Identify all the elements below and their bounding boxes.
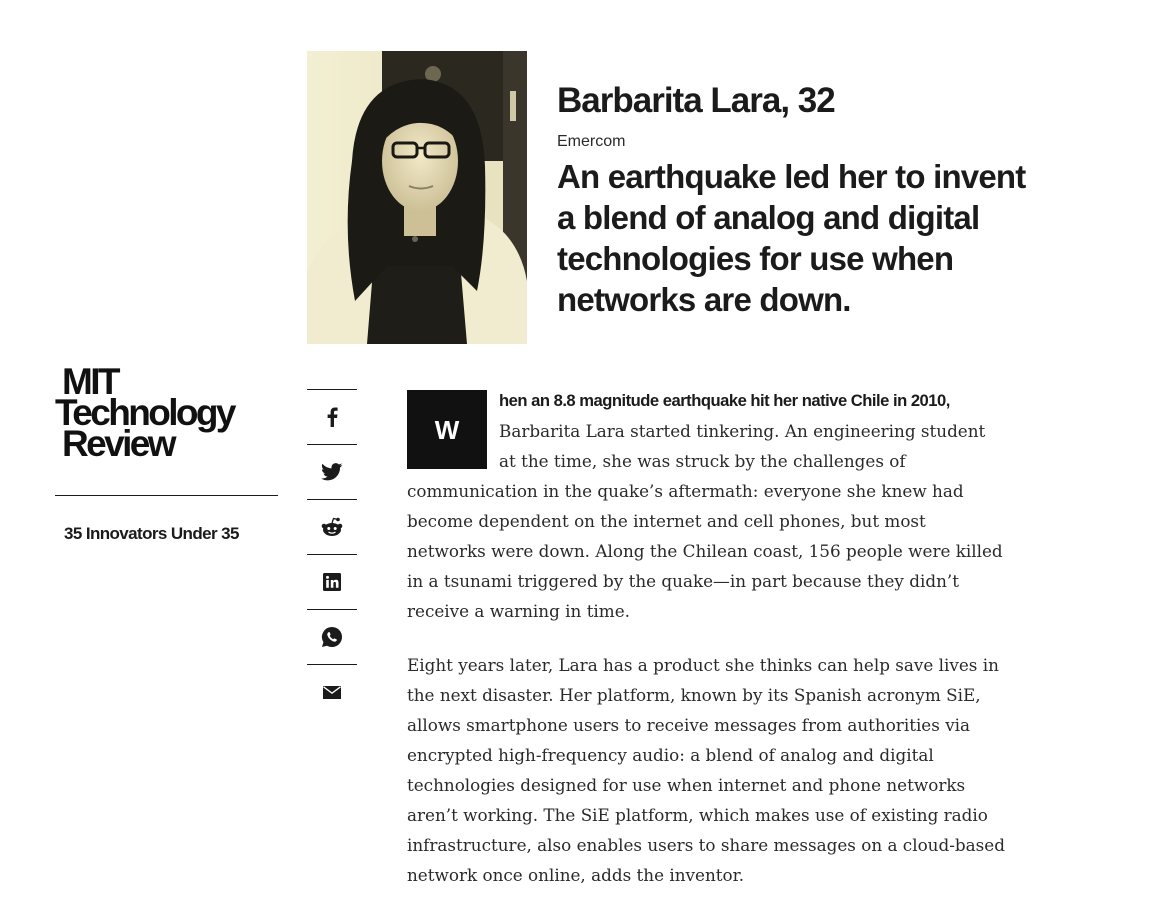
article-body [407, 385, 1007, 914]
share-whatsapp-button[interactable] [307, 609, 357, 664]
share-linkedin-button[interactable] [307, 554, 357, 609]
twitter-icon [321, 463, 343, 481]
facebook-icon [326, 407, 338, 427]
share-reddit-button[interactable] [307, 499, 357, 554]
share-email-button[interactable] [307, 664, 357, 719]
mit-technology-review-logo[interactable] [55, 361, 275, 464]
logo-line-review: Review [62, 423, 174, 464]
article-paragraph: Eight years later, Lara has a product she thinks can help save lives in the next disaster. Her platform, known by its Spanish acronym SiE, allows smartphone users to receive messages from authorities via encrypted high-frequency audio: a blend of analog and digital technologies designed for use when internet and phone networks aren’t working. The SiE platform, which makes use of existing radio infrastructure, also enables users to share messages on a cloud-based network once online, adds the inventor. [407, 655, 1005, 885]
lead-in-text: hen an 8.8 magnitude earthquake hit her native Chile in 2010, [499, 391, 950, 410]
divider [55, 495, 278, 496]
drop-cap: W [407, 390, 487, 469]
whatsapp-icon [321, 626, 343, 648]
share-bar [307, 389, 357, 719]
profile-photo [307, 51, 527, 344]
reddit-icon [321, 517, 343, 537]
share-facebook-button[interactable] [307, 389, 357, 444]
share-twitter-button[interactable] [307, 444, 357, 499]
paragraph-text: Barbarita Lara started tinkering. An engineering student at the time, she was struck by the challenges of communication in the quake’s aftermath: everyone she knew had become dependent on the internet and cell phones, but most networks were down. Along the Chilean coast, 156 people were killed in a tsunami triggered by the quake—in part because they didn’t receive a warning in time. [407, 421, 1003, 621]
logo-line-mit: MIT [62, 361, 118, 402]
logo-line-technology: Technology [55, 392, 234, 433]
profile-header [557, 80, 1027, 320]
article-headline: An earthquake led her to invent a blend of analog and digital technologies for use when networks are down. [557, 158, 1026, 318]
linkedin-icon [323, 573, 341, 591]
series-link[interactable]: 35 Innovators Under 35 [64, 524, 239, 543]
profile-name: Barbarita Lara, 32 [557, 81, 835, 120]
article-paragraph [407, 385, 1007, 626]
email-icon [323, 686, 341, 699]
company-name: Emercom [557, 133, 626, 150]
